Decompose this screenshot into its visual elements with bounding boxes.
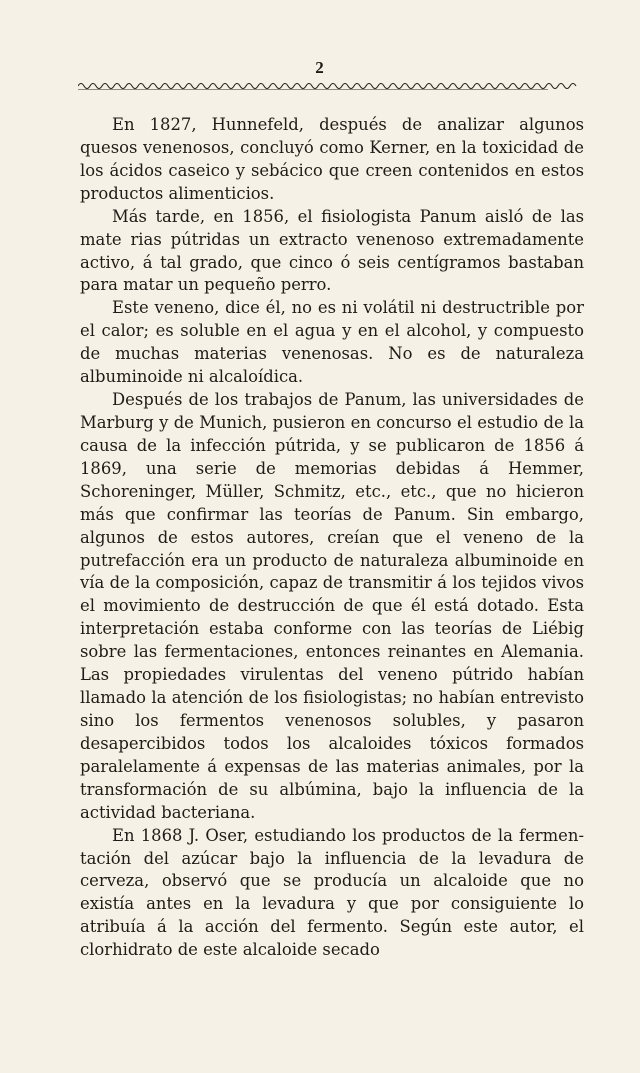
paragraph-oser-1868: En 1868 J. Oser, estudiando los productos de la fermentación del azúcar bajo la influencia de la levadura de cerveza, observó que se producía un alcaloide que no existía antes en la levadura y que por consiguiente lo atribuía á la acción del fermento. Según este autor, el clorhidrato de este alcaloide secado — [80, 825, 584, 960]
paragraph-poison-properties: Este veneno, dice él, no es ni volátil ni destructrible por el calor; es soluble en el agua y en el alcohol, y compuesto de muchas materias venenosas. No es de naturaleza albuminoide ni alcaloídica. — [80, 298, 584, 387]
decorative-header-rule — [78, 80, 580, 92]
paragraph-hunnefeld: En 1827, Hunnefeld, después de analizar algunos quesos venenosos, concluyó como Kerner, en la toxicidad de los ácidos caseico y sebácico que creen contenidos en estos productos alimenticios. — [80, 115, 584, 203]
page-number: 2 — [315, 58, 325, 77]
body-text — [80, 114, 584, 962]
paragraph-panum-extract: Más tarde, en 1856, el fisiologista Panum aisló de las mate rias pútridas un extracto venenoso extremadamente activo, á tal grado, que cinco ó seis centígramos bastaban para matar un pequeño perro. — [80, 206, 584, 295]
paragraph-universities-studies: Después de los trabajos de Panum, las universidades de Marburg y de Munich, pusieron en concurso el estudio de la causa de la infección pútrida, y se publicaron de 1856 á 1869, una serie de memorias debidas á Hemmer, Schoreninger, Müller, Schmitz, etc., etc., que no hicieron más que confirmar las teorías de Panum. Sin embargo, algunos de estos autores, creían que el veneno de la putrefacción era un producto de naturaleza albuminoide en vía de la composición, capaz de transmitir á los tejidos vivos el movimiento de destrucción de que él está dotado. Esta interpretación estaba conforme con las teorías de Liébig sobre las fermentaciones, entonces reinantes en Alemania. Las propiedades virulentas del veneno pútrido habían llamado la atención de los fisiologistas; no habían entrevisto sino los fermentos venenosos solubles, y pasaron desapercibidos todos los alcaloides tóxicos formados paralelamente á expensas de las materias animales, por la transformación de su albúmina, bajo la influencia de la actividad bacteriana. — [80, 390, 584, 822]
